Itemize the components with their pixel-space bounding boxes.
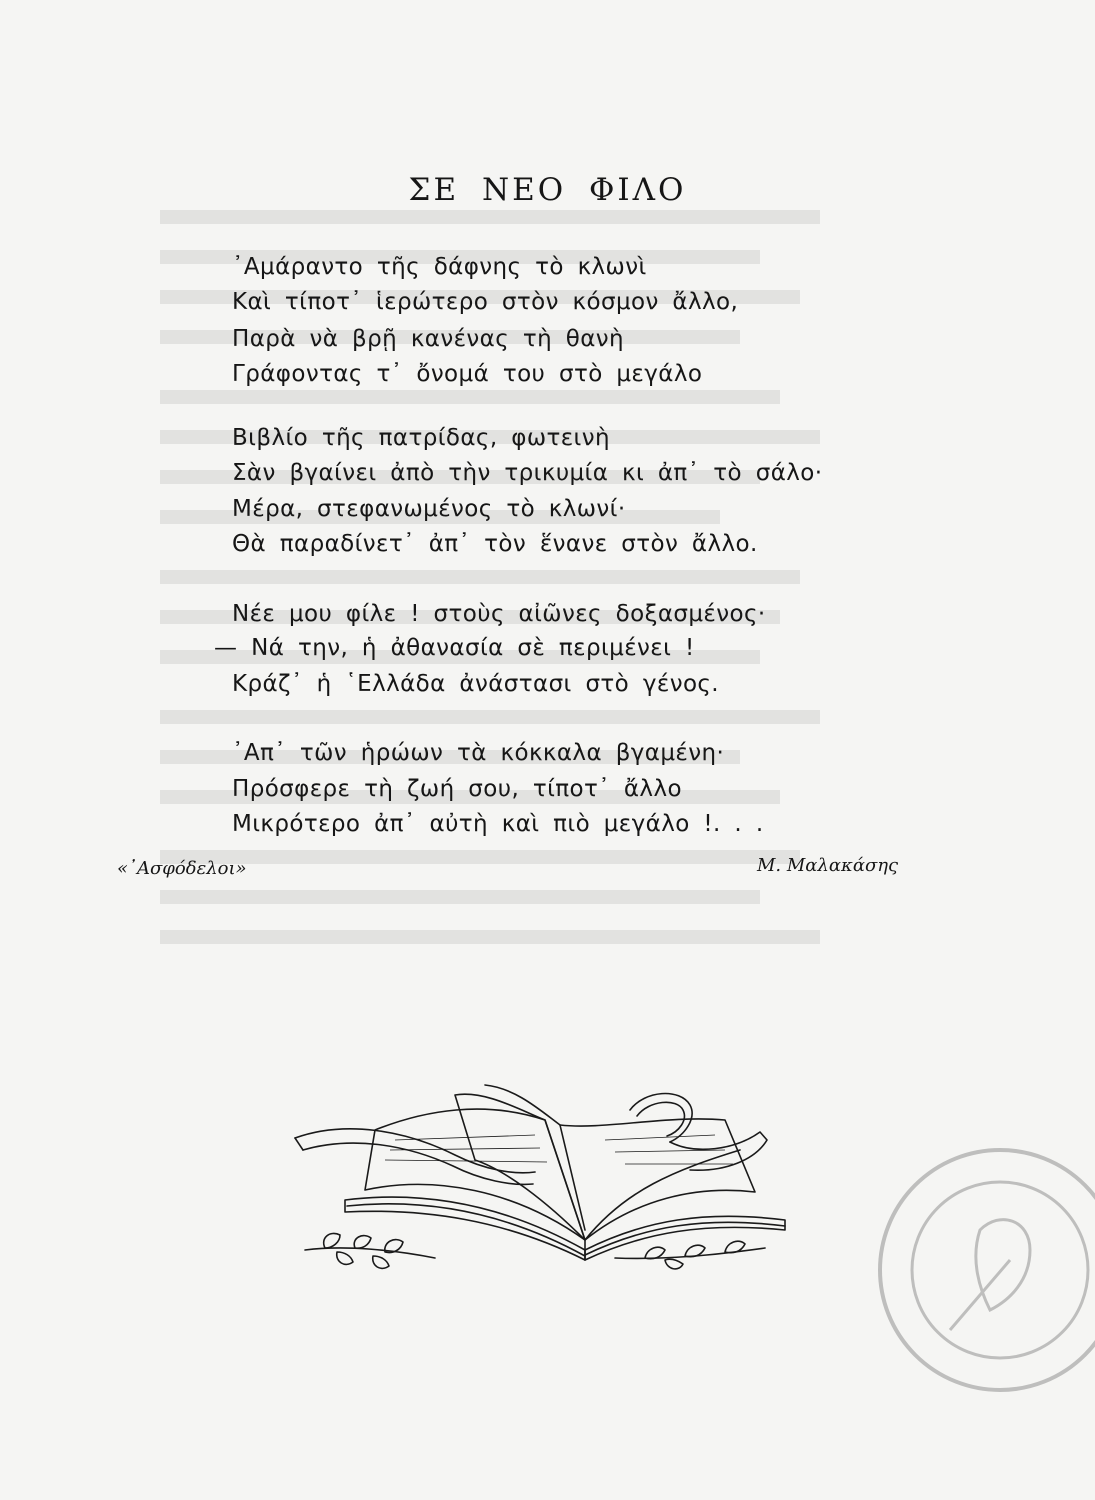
poem-line: Σὰν βγαίνει ἀπὸ τὴν τρικυμία κι ἀπ᾿ τὸ σάλο· (232, 460, 823, 486)
poem-line: Θὰ παραδίνετ᾿ ἀπ᾿ τὸν ἕνανε στὸν ἄλλο. (232, 531, 758, 557)
poem-line: Γράφοντας τ᾿ ὄνομά του στὸ μεγάλο (232, 361, 703, 387)
poem-title: ΣΕ ΝΕΟ ΦΙΛΟ (408, 172, 687, 208)
library-stamp (870, 1140, 1095, 1400)
poem-line: ᾿Απ᾿ τῶν ἡρώων τὰ κόκκαλα βγαμένη· (232, 740, 725, 766)
poem-line: Νέε μου φίλε ! στοὺς αἰῶνες δοξασμένος· (232, 601, 766, 627)
poem-line: — Νά την, ἡ ἀθανασία σὲ περιμένει ! (214, 635, 695, 661)
poem-line: Κράζ᾿ ἡ ῾Ελλάδα ἀνάστασι στὸ γένος. (232, 671, 720, 697)
poem-line: Καὶ τίποτ᾿ ἱερώτερο στὸν κόσμον ἄλλο, (232, 289, 739, 315)
open-book-illustration (285, 1080, 805, 1280)
poem-line: Πρόσφερε τὴ ζωή σου, τίποτ᾿ ἄλλο (232, 776, 682, 802)
poem-line: ᾿Αμάραντο τῆς δάφνης τὸ κλωνὶ (232, 254, 647, 280)
poem-line: Μέρα, στεφανωμένος τὸ κλωνί· (232, 496, 626, 522)
poem-line: Παρὰ νὰ βρῇ κανένας τὴ θανὴ (232, 326, 625, 352)
poem-line: Βιβλίο τῆς πατρίδας, φωτεινὴ (232, 425, 610, 451)
poem-line: Μικρότερο ἀπ᾿ αὐτὴ καὶ πιὸ μεγάλο !. . . (232, 811, 764, 837)
author-signature: Μ. Μαλακάσης (757, 855, 899, 876)
source-citation: «᾿Ασφόδελοι» (117, 858, 247, 879)
